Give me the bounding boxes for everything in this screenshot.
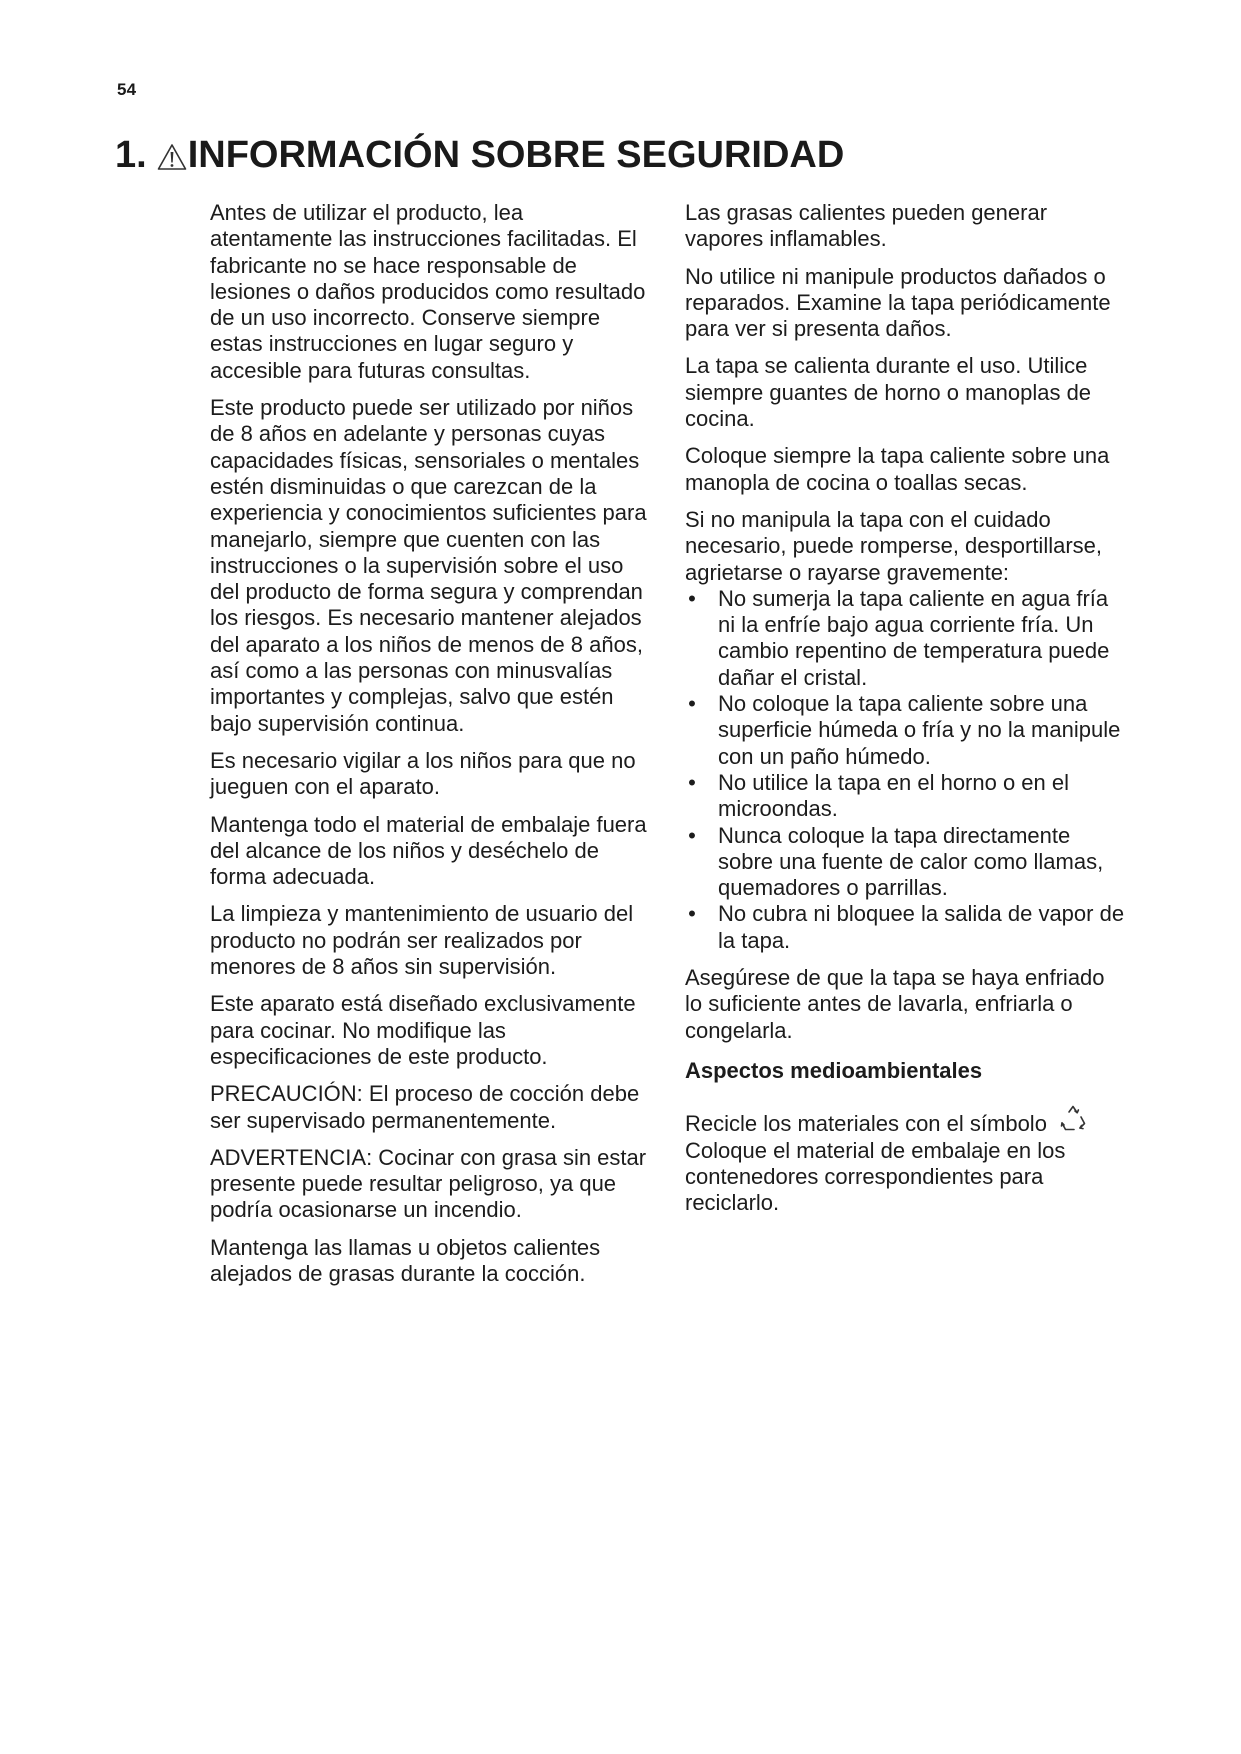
bullet-marker: • <box>688 822 696 848</box>
paragraph: Mantenga las llamas u objetos calientes alejados de grasas durante la cocción. <box>210 1234 601 1286</box>
list-item <box>685 823 1125 902</box>
paragraph: Antes de utilizar el producto, lea atentamente las instrucciones facilitadas. El fabricante no se hace responsable de lesiones o daños producidos como resultado de un uso incorrecto. Conserve siempre estas instrucciones en lugar seguro y accesible para futuras consultas. <box>210 200 646 383</box>
list-item <box>685 770 1125 823</box>
environment-heading: Aspectos medioambientales <box>685 1057 983 1083</box>
environment-text: Coloque el material de embalaje en los contenedores correspondientes para reciclarlo. <box>685 1137 1066 1216</box>
list-item-text: No cubra ni bloquee la salida de vapor de la tapa. <box>718 901 1125 953</box>
bullet-marker: • <box>688 691 696 717</box>
list-item-text: Nunca coloque la tapa directamente sobre una fuente de calor como llamas, quemadores o parrillas. <box>718 822 1104 901</box>
list-item <box>685 901 1125 954</box>
list-item-text: No utilice la tapa en el horno o en el microondas. <box>718 769 1070 822</box>
list-item-text: No coloque la tapa caliente sobre una superficie húmeda o fría y no la manipule con un paño húmedo. <box>718 691 1121 769</box>
paragraph: Es necesario vigilar a los niños para que no jueguen con el aparato. <box>210 747 636 800</box>
section-title <box>115 131 844 179</box>
paragraph: La limpieza y mantenimiento de usuario del producto no podrán ser realizados por menores de 8 años sin supervisión. <box>210 901 634 980</box>
paragraph: Las grasas calientes pueden generar vapores inflamables. <box>685 200 1048 252</box>
paragraph: Asegúrese de que la tapa se haya enfriado lo suficiente antes de lavarla, enfriarla o congelarla. <box>685 965 1105 1043</box>
recycle-icon <box>1058 1104 1088 1134</box>
section-title-text: INFORMACIÓN SOBRE SEGURIDAD <box>187 134 845 176</box>
environment-text: Recicle los materiales con el símbolo <box>685 1111 1047 1137</box>
caution-paragraph: PRECAUCIÓN: El proceso de cocción debe ser supervisado permanentemente. <box>210 1081 640 1133</box>
list-item <box>685 691 1125 770</box>
bullet-marker: • <box>688 769 696 795</box>
paragraph: Mantenga todo el material de embalaje fuera del alcance de los niños y deséchelo de forma adecuada. <box>210 811 647 890</box>
bullet-list <box>685 586 1125 954</box>
list-item-text: No sumerja la tapa caliente en agua fría ni la enfríe bajo agua corriente fría. Un cambio repentino de temperatura puede dañar el cristal. <box>718 585 1110 690</box>
bullet-marker: • <box>688 901 696 927</box>
left-column <box>210 200 650 1298</box>
warning-paragraph: ADVERTENCIA: Cocinar con grasa sin estar presente puede resultar peligroso, ya que podría ocasionarse un incendio. <box>210 1144 647 1223</box>
paragraph: Si no manipula la tapa con el cuidado necesario, puede romperse, desportillarse, agrietarse o rayarse gravemente: <box>685 506 1103 585</box>
paragraph: Este aparato está diseñado exclusivamente para cocinar. No modifique las especificaciones de este producto. <box>210 991 636 1069</box>
paragraph: Este producto puede ser utilizado por niños de 8 años en adelante y personas cuyas capacidades físicas, sensoriales o mentales estén disminuidas o que carezcan de la experiencia y conocimientos suficientes para manejarlo, siempre que cuenten con las instrucciones o la supervisión sobre el uso del producto de forma segura y comprendan los riesgos. Es necesario mantener alejados del aparato a los niños de menos de 8 años, así como a las personas con minusvalías importantes y complejas, salvo que estén bajo supervisión continua. <box>210 395 647 736</box>
paragraph: La tapa se calienta durante el uso. Utilice siempre guantes de horno o manoplas de cocina. <box>685 353 1092 432</box>
section-number: 1. <box>115 134 147 176</box>
paragraph: No utilice ni manipule productos dañados o reparados. Examine la tapa periódicamente para ver si presenta daños. <box>685 263 1111 342</box>
warning-triangle-icon <box>157 143 187 171</box>
environment-paragraph <box>685 1104 1125 1216</box>
paragraph: Coloque siempre la tapa caliente sobre una manopla de cocina o toallas secas. <box>685 443 1110 495</box>
list-item <box>685 586 1125 691</box>
bullet-marker: • <box>688 585 696 611</box>
page-number: 54 <box>117 80 137 99</box>
right-column <box>685 200 1125 1227</box>
